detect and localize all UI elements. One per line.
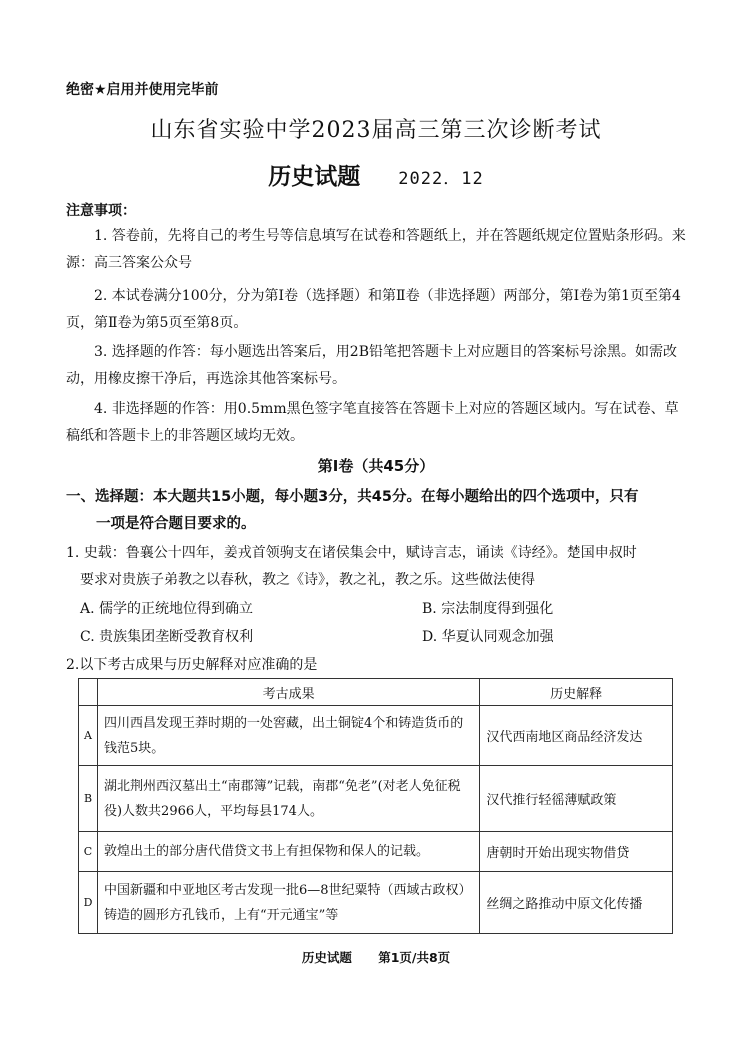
exam-date: 2022．12 xyxy=(398,169,484,189)
row-explanation: 唐朝时开始出现实物借贷 xyxy=(480,832,673,872)
footer-subject: 历史试题 xyxy=(301,950,352,965)
row-finding: 中国新疆和中亚地区考古发现一批6—8世纪粟特（西域古政权）铸造的圆形方孔钱币，上有“开元通宝”等 xyxy=(97,872,479,934)
q1-option-b: B. 宗法制度得到强化 xyxy=(422,601,554,617)
q1-option-c: C. 贵族集团垄断受教育权利 xyxy=(80,629,254,645)
row-letter: C xyxy=(79,832,98,872)
instruction-line-1: 一、选择题：本大题共15小题，每小题3分，共45分。在每小题给出的四个选项中，只有 xyxy=(66,489,639,505)
table-row xyxy=(79,766,673,832)
table-header-row xyxy=(79,679,673,706)
footer-page-number: 第1页/共8页 xyxy=(378,950,451,965)
question-2-stem: 2.以下考古成果与历史解释对应准确的是 xyxy=(66,657,318,673)
table-row xyxy=(79,872,673,934)
row-explanation: 丝绸之路推动中原文化传播 xyxy=(480,872,673,934)
choice-instruction xyxy=(66,484,690,538)
q1-option-d: D. 华夏认同观念加强 xyxy=(422,629,554,645)
part1-title: 第Ⅰ卷（共45分） xyxy=(317,457,435,475)
notice-heading: 注意事项： xyxy=(66,203,136,219)
header-finding: 考古成果 xyxy=(97,679,479,706)
row-finding: 四川西昌发现王莽时期的一处窖藏，出土铜锭4个和铸造货币的钱范5块。 xyxy=(97,706,479,766)
q1-line-1: 1. 史载：鲁襄公十四年，姜戎首领驹支在诸侯集会中，赋诗言志，诵读《诗经》。楚国申叔时 xyxy=(66,545,637,561)
row-explanation: 汉代西南地区商品经济发达 xyxy=(480,706,673,766)
row-finding: 湖北荆州西汉墓出土“南郡簿”记载，南郡“免老”(对老人免征税役)人数共2966人，平均每县174人。 xyxy=(97,766,479,832)
notice-item-3: 3. 选择题的作答：每小题选出答案后，用2B铅笔把答题卡上对应题目的答案标号涂黑。如需改动，用橡皮擦干净后，再选涂其他答案标号。 xyxy=(66,344,678,387)
secret-label: 绝密★启用并使用完毕前 xyxy=(66,82,219,98)
header-blank xyxy=(79,679,98,706)
archaeology-table xyxy=(78,678,673,934)
row-letter: D xyxy=(79,872,98,934)
row-letter: B xyxy=(79,766,98,832)
row-letter: A xyxy=(79,706,98,766)
q1-line-2: 要求对贵族子弟教之以春秋，教之《诗》，教之礼，教之乐。这些做法使得 xyxy=(80,572,535,588)
question-1-stem xyxy=(66,540,690,594)
row-finding: 敦煌出土的部分唐代借贷文书上有担保物和保人的记载。 xyxy=(97,832,479,872)
notice-item-1: 1. 答卷前，先将自己的考生号等信息填写在试卷和答题纸上，并在答题纸规定位置贴条形码。来源：高三答案公众号 xyxy=(66,228,686,271)
row-explanation: 汉代推行轻徭薄赋政策 xyxy=(480,766,673,832)
table-row xyxy=(79,706,673,766)
notice-item-2: 2. 本试卷满分100分，分为第Ⅰ卷（选择题）和第Ⅱ卷（非选择题）两部分，第Ⅰ卷为第1页至第4页，第Ⅱ卷为第5页至第8页。 xyxy=(66,288,681,331)
instruction-line-2: 一项是符合题目要求的。 xyxy=(96,516,256,532)
subject-title: 历史试题 xyxy=(268,164,361,190)
q1-option-a: A. 儒学的正统地位得到确立 xyxy=(80,601,254,617)
page-footer xyxy=(0,948,752,966)
exam-title: 山东省实验中学2023届高三第三次诊断考试 xyxy=(150,118,602,143)
header-explanation: 历史解释 xyxy=(480,679,673,706)
subject-title-line xyxy=(0,158,752,191)
table-row xyxy=(79,832,673,872)
notice-item-4: 4. 非选择题的作答：用0.5mm黑色签字笔直接答在答题卡上对应的答题区域内。写在试卷、草稿纸和答题卡上的非答题区域均无效。 xyxy=(66,401,679,444)
